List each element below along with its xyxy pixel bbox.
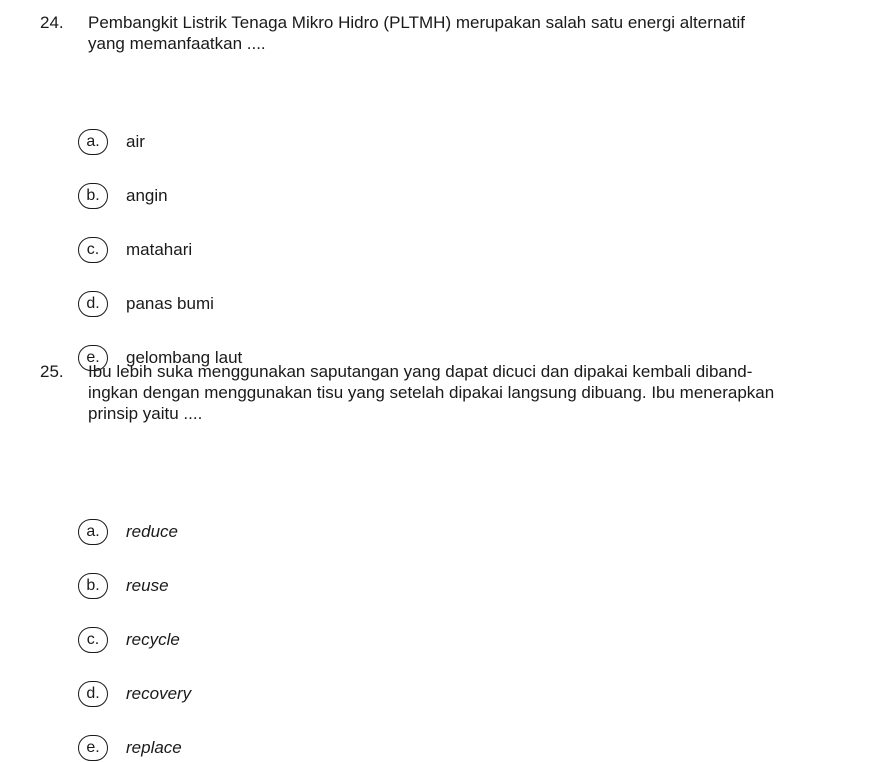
option-letter-badge: a. — [78, 129, 108, 155]
option-a[interactable] — [78, 518, 178, 546]
option-c[interactable] — [78, 626, 180, 654]
option-text: reuse — [126, 576, 169, 595]
option-text: reduce — [126, 522, 178, 541]
option-letter-badge: b. — [78, 573, 108, 599]
option-a[interactable] — [78, 128, 145, 156]
question-text-line: Ibu lebih suka menggunakan saputangan yang dapat dicuci dan dipakai kembali diband- — [88, 362, 753, 381]
question-24 — [0, 12, 877, 367]
option-text: matahari — [126, 240, 193, 259]
option-letter-badge: e. — [78, 735, 108, 761]
question-stem — [0, 12, 877, 54]
option-d[interactable] — [78, 680, 191, 708]
question-stem — [0, 361, 877, 424]
option-text: replace — [126, 738, 182, 757]
question-number: 25. — [40, 362, 64, 381]
question-text-line: prinsip yaitu .... — [88, 404, 203, 423]
question-text-line: Pembangkit Listrik Tenaga Mikro Hidro (PLTMH) merupakan salah satu energi alternatif — [88, 13, 745, 32]
option-e[interactable] — [78, 734, 182, 762]
option-text: panas bumi — [126, 294, 214, 313]
option-letter-badge: d. — [78, 681, 108, 707]
option-letter-badge: a. — [78, 519, 108, 545]
question-text-line: ingkan dengan menggunakan tisu yang setelah dipakai langsung dibuang. Ibu menerapkan — [88, 383, 775, 402]
option-letter-badge: b. — [78, 183, 108, 209]
option-d[interactable] — [78, 290, 214, 318]
question-number: 24. — [40, 13, 64, 32]
option-letter-badge: d. — [78, 291, 108, 317]
option-b[interactable] — [78, 572, 169, 600]
option-letter-badge: e. — [78, 345, 108, 371]
question-text-line: yang memanfaatkan .... — [88, 34, 266, 53]
option-b[interactable] — [78, 182, 168, 210]
option-c[interactable] — [78, 236, 192, 264]
option-text: gelombang laut — [126, 348, 243, 367]
option-letter-badge: c. — [78, 237, 108, 263]
option-letter-badge: c. — [78, 627, 108, 653]
question-25 — [0, 361, 877, 757]
option-text: angin — [126, 186, 168, 205]
option-text: recycle — [126, 630, 180, 649]
option-text: air — [126, 132, 145, 151]
option-text: recovery — [126, 684, 192, 703]
